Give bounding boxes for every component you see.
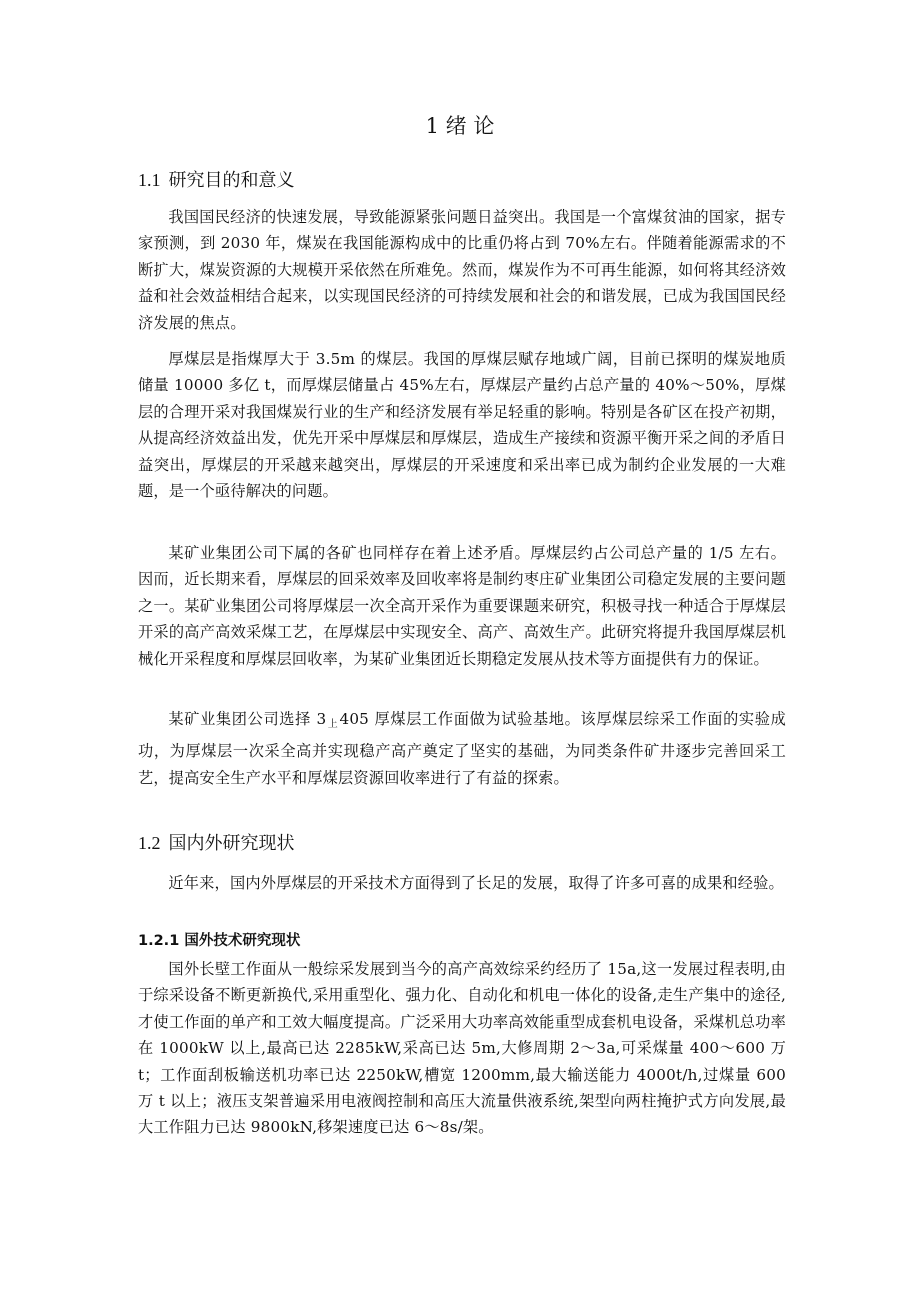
section-number: 1.2 [138, 833, 161, 853]
paragraph-text-before: 某矿业集团公司选择 3 [168, 710, 327, 728]
paragraph: 厚煤层是指煤厚大于 3.5m 的煤层。我国的厚煤层赋存地域广阔，目前已探明的煤炭地质储量 10000 多亿 t，而厚煤层储量占 45%左右，厚煤层产量约占总产量的 40%～50%，厚煤层的合理开采对我国煤炭行业的生产和经济发展有举足轻重的影响。特别是各矿区在投产初期，从提高经济效益出发，优先开采中厚煤层和厚煤层，造成生产接续和资源平衡开采之间的矛盾日益突出，厚煤层的开采越来越突出，厚煤层的开采速度和采出率已成为制约企业发展的一大难题，是一个亟待解决的问题。 [138, 350, 786, 501]
section-title-text: 研究目的和意义 [168, 170, 295, 191]
paragraph: 某矿业集团公司下属的各矿也同样存在着上述矛盾。厚煤层约占公司总产量的 1/5 左右。因而，近长期来看，厚煤层的回采效率及回收率将是制约枣庄矿业集团公司稳定发展的主要问题之一。某矿业集团公司将厚煤层一次全高开采作为重要课题来研究，积极寻找一种适合于厚煤层开采的高产高效采煤工艺，在厚煤层中实现安全、高产、高效生产。此研究将提升我国厚煤层机械化开采程度和厚煤层回收率，为某矿业集团近长期稳定发展从技术等方面提供有力的保证。 [138, 544, 786, 668]
section-heading-1-2 [138, 830, 295, 857]
paragraph: 我国国民经济的快速发展，导致能源紧张问题日益突出。我国是一个富煤贫油的国家，据专家预测，到 2030 年，煤炭在我国能源构成中的比重仍将占到 70%左右。伴随着能源需求的不断扩大，煤炭资源的大规模开采依然在所难免。然而，煤炭作为不可再生能源，如何将其经济效益和社会效益相结合起来，以实现国民经济的可持续发展和社会的和谐发展，已成为我国国民经济发展的焦点。 [138, 208, 786, 332]
section-title-text: 国内外研究现状 [168, 833, 295, 854]
section-number: 1.1 [138, 170, 161, 190]
paragraph: 国外长壁工作面从一般综采发展到当今的高产高效综采约经历了 15a,这一发展过程表明,由于综采设备不断更新换代,采用重型化、强力化、自动化和机电一体化的设备,走生产集中的途径,才使工作面的单产和工效大幅度提高。广泛采用大功率高效能重型成套机电设备，采煤机总功率在 1000kW 以上,最高已达 2285kW,采高已达 5m,大修周期 2～3a,可采煤量 400～600 万 t；工作面刮板输送机功率已达 2250kW,槽宽 1200mm,最大输送能力 4000t/h,过煤量 600 万 t 以上；液压支架普遍采用电液阀控制和高压大流量供液系统,架型向两柱掩护式方向发展,最大工作阻力已达 9800kN,移架速度已达 6～8s/架。 [138, 960, 786, 1137]
chapter-title: 1 绪 论 [425, 114, 495, 138]
paragraph-text-after: 405 厚煤层工作面做为试验基地。该厚煤层综采工作面的实验成功，为厚煤层一次采全高并实现稳产高产奠定了坚实的基础，为同类条件矿井逐步完善回采工艺，提高安全生产水平和厚煤层资源回收率进行了有益的探索。 [138, 710, 786, 787]
section-heading-1-1 [138, 167, 295, 194]
paragraph: 近年来，国内外厚煤层的开采技术方面得到了长足的发展，取得了许多可喜的成果和经验。 [168, 874, 784, 892]
paragraph [138, 706, 786, 791]
seam-subscript: 上 [327, 719, 339, 730]
subsection-heading-1-2-1: 1.2.1 国外技术研究现状 [138, 933, 301, 949]
